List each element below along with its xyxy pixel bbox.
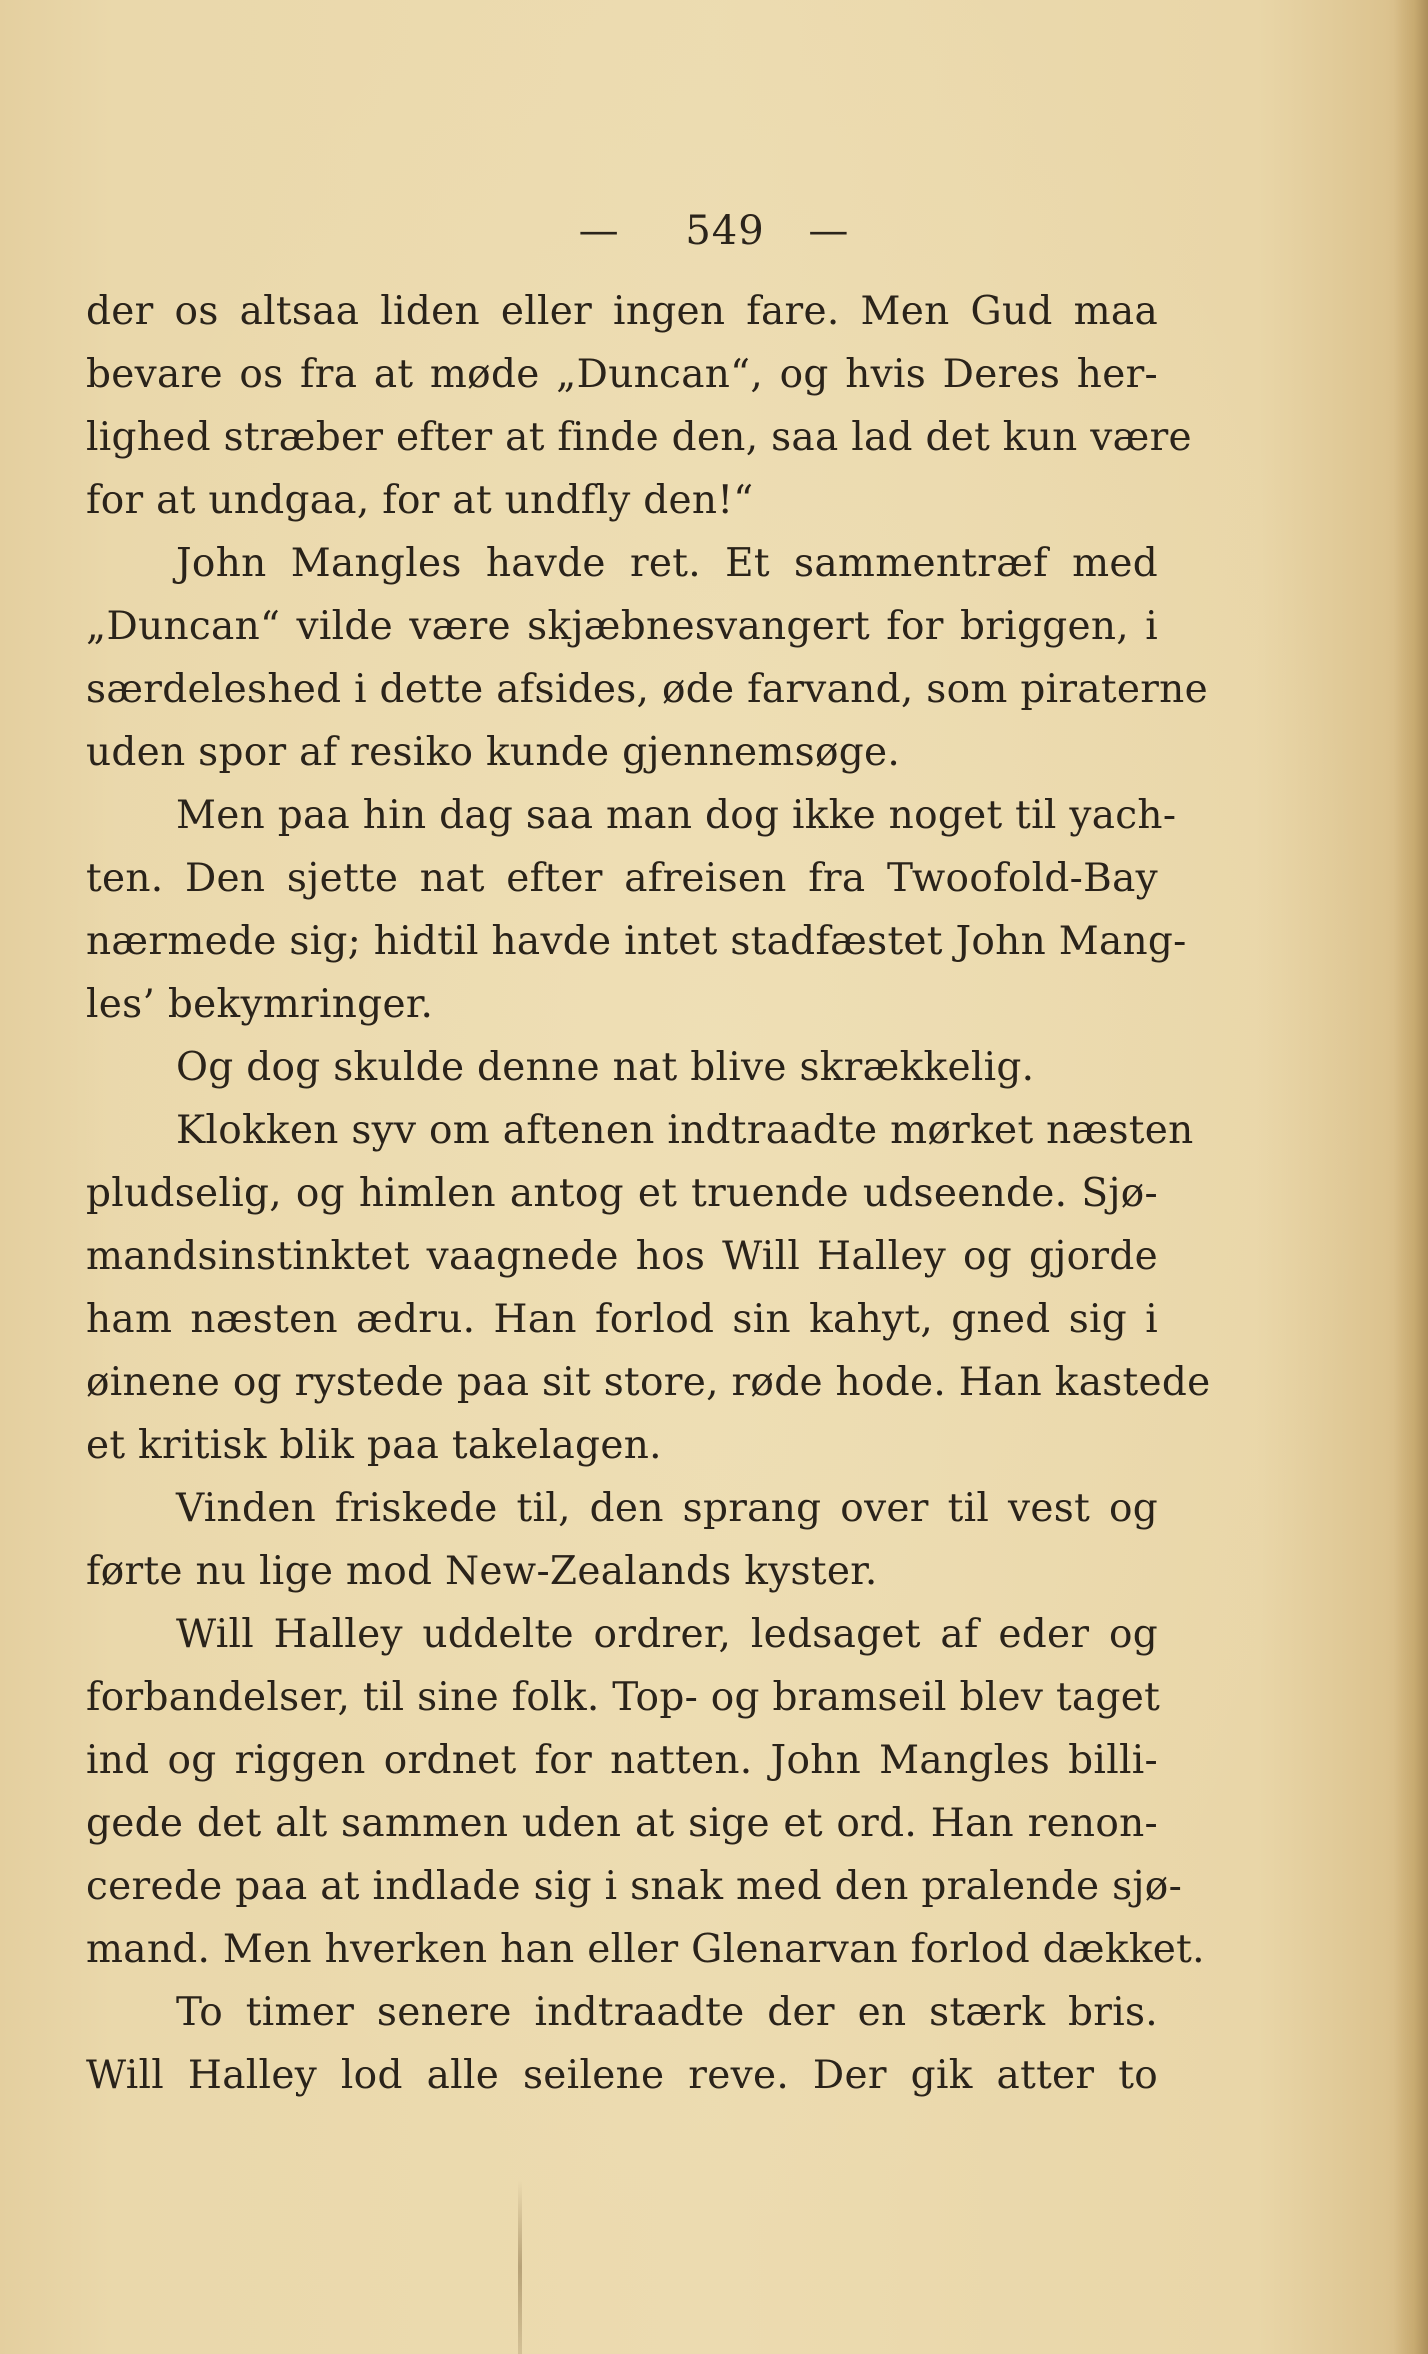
text-line: forbandelser, til sine folk. Top- og bramseil blev taget <box>86 1675 1161 1720</box>
text-line: Vinden friskede til, den sprang over til vest og <box>176 1486 1158 1531</box>
text-line: gede det alt sammen uden at sige et ord. Han renon- <box>86 1801 1158 1846</box>
text-line: der os altsaa liden eller ingen fare. Men Gud maa <box>86 289 1158 334</box>
header-dash-left: — <box>578 208 620 254</box>
page-fold-mark <box>518 2180 522 2354</box>
text-line: nærmede sig; hidtil havde intet stadfæstet John Mang- <box>86 919 1187 964</box>
page-header <box>0 208 1428 254</box>
text-line: ham næsten ædru. Han forlod sin kahyt, gned sig i <box>86 1297 1158 1342</box>
text-line: et kritisk blik paa takelagen. <box>86 1423 662 1468</box>
text-line: Klokken syv om aftenen indtraadte mørket næsten <box>176 1108 1194 1153</box>
body-text <box>86 280 1211 2107</box>
text-line: ten. Den sjette nat efter afreisen fra Twoofold-Bay <box>86 856 1158 901</box>
text-line: førte nu lige mod New-Zealands kyster. <box>86 1549 878 1594</box>
text-line: Og dog skulde denne nat blive skrækkelig. <box>176 1045 1035 1090</box>
text-line: Men paa hin dag saa man dog ikke noget til yach- <box>176 793 1177 838</box>
text-line: øinene og rystede paa sit store, røde hode. Han kastede <box>86 1360 1211 1405</box>
text-line: John Mangles havde ret. Et sammentræf med <box>176 541 1158 586</box>
text-line: mand. Men hverken han eller Glenarvan forlod dækket. <box>86 1927 1205 1972</box>
text-line: cerede paa at indlade sig i snak med den pralende sjø- <box>86 1864 1183 1909</box>
text-line: ind og riggen ordnet for natten. John Mangles billi- <box>86 1738 1158 1783</box>
text-line: uden spor af resiko kunde gjennemsøge. <box>86 730 901 775</box>
text-line: bevare os fra at møde „Duncan“, og hvis Deres her- <box>86 352 1158 397</box>
text-line: Will Halley lod alle seilene reve. Der gik atter to <box>86 2053 1158 2098</box>
text-line: særdeleshed i dette afsides, øde farvand, som piraterne <box>86 667 1208 712</box>
page-edge-shadow <box>1394 0 1428 2354</box>
header-dash-right: — <box>808 208 850 254</box>
text-line: lighed stræber efter at finde den, saa lad det kun være <box>86 415 1192 460</box>
text-line: mandsinstinktet vaagnede hos Will Halley og gjorde <box>86 1234 1158 1279</box>
text-line: „Duncan“ vilde være skjæbnesvangert for briggen, i <box>86 604 1158 649</box>
text-line: pludselig, og himlen antog et truende udseende. Sjø- <box>86 1171 1158 1216</box>
text-line: les’ bekymringer. <box>86 982 434 1027</box>
page-number: 549 <box>685 208 765 254</box>
text-line: To timer senere indtraadte der en stærk bris. <box>176 1990 1158 2035</box>
text-line: Will Halley uddelte ordrer, ledsaget af eder og <box>176 1612 1158 1657</box>
text-line: for at undgaa, for at undfly den!“ <box>86 478 754 523</box>
